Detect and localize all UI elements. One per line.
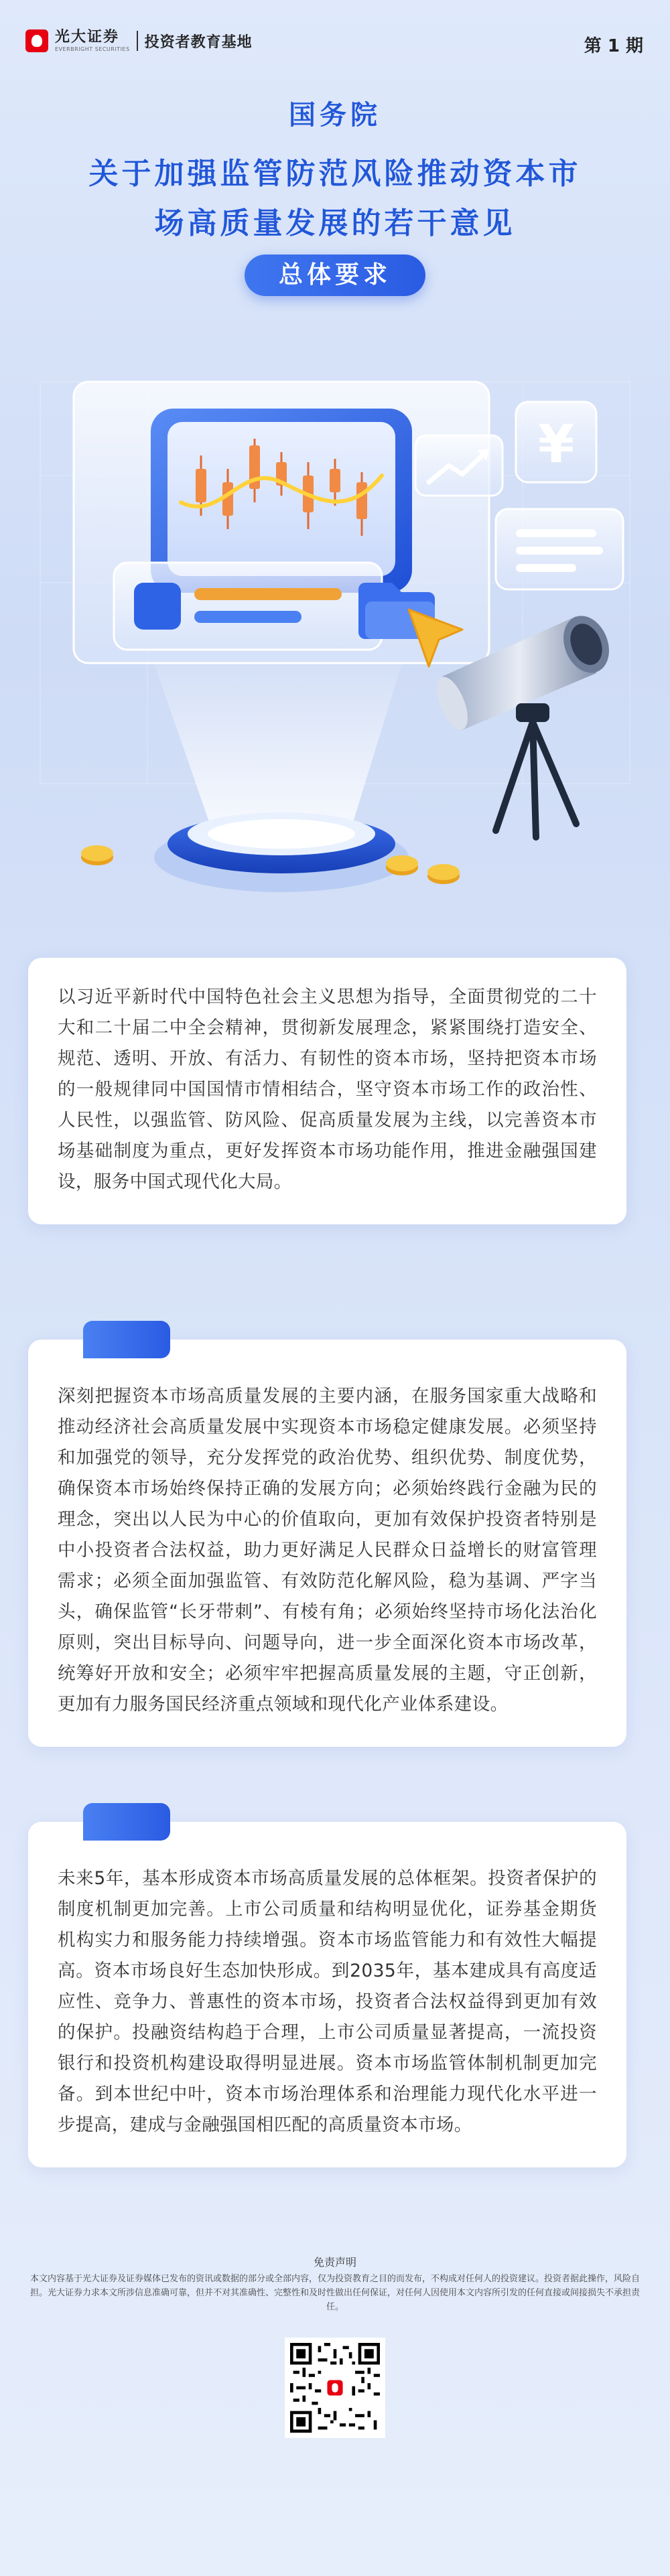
document-title-line2: 场高质量发展的若干意见 <box>154 206 516 240</box>
section-pill: 总体要求 <box>245 255 425 296</box>
document-title-line1: 关于加强监管防范风险推动资本市 <box>88 157 582 191</box>
document-title <box>0 149 670 248</box>
disclaimer-text: 本文内容基于光大证券及证券媒体已发布的资讯或数据的部分或全部内容，仅为投资教育之目的而发布，不构成对任何人的投资建议。投资者据此操作，风险自担。光大证券力求本文所涉信息准确可靠，但并不对其准确性、完整性和及时性做出任何保证，对任何人因使用本文内容所引发的任何直接或间接损失不承担责任。 <box>29 2274 640 2312</box>
glass-panel-chart <box>415 435 503 496</box>
yen-icon: ¥ <box>537 415 575 475</box>
qr-code[interactable] <box>285 2338 385 2438</box>
content-card-3 <box>28 1822 626 2167</box>
card-tab-decoration <box>83 1321 170 1358</box>
hero-illustration <box>0 301 670 904</box>
everbright-logo-icon <box>25 29 48 52</box>
brand-logo <box>25 29 253 52</box>
card-3-text: 未来5年，基本形成资本市场高质量发展的总体框架。投资者保护的制度机制更加完善。上市公司质量和结构明显优化，证券基金期货机构实力和服务能力持续增强。资本市场监管能力和有效性大幅提高。资本市场良好生态加快形成。到2035年，基本建成具有高度适应性、竞争力、普惠性的资本市场，投资者合法权益得到更加有效的保护。投融资结构趋于合理，上市公司质量显著提高，一流投资银行和投资机构建设取得明显进展。资本市场监管体制机制更加完备。到本世纪中叶，资本市场治理体系和治理能力现代化水平进一步提高，建成与金融强国相匹配的高质量资本市场。 <box>58 1868 597 2135</box>
issue-number: 第 1 期 <box>584 36 643 56</box>
projection-beam <box>154 663 402 837</box>
card-1-text: 以习近平新时代中国特色社会主义思想为指导，全面贯彻党的二十大和二十届二中全会精神，贯彻新发展理念，紧紧围绕打造安全、规范、透明、开放、有活力、有韧性的资本市场，坚持把资本市场的一般规律同中国国情市情相结合，坚守资本市场工作的政治性、人民性，以强监管、防风险、促高质量发展为主线，以完善资本市场基础制度为重点，更好发挥资本市场功能作用，推进金融强国建设，服务中国式现代化大局。 <box>58 987 597 1192</box>
disclaimer <box>0 2254 670 2314</box>
disclaimer-title: 免责声明 <box>313 2256 356 2269</box>
title-block <box>0 94 670 248</box>
projector-base-icon <box>154 812 409 892</box>
brand-subtitle: 投资者教育基地 <box>144 33 253 51</box>
card-tab-decoration <box>83 1803 170 1841</box>
content-card-1 <box>28 958 626 1224</box>
card-2-text: 深刻把握资本市场高质量发展的主要内涵，在服务国家重大战略和推动经济社会高质量发展中实现资本市场稳定健康发展。必须坚持和加强党的领导，充分发挥党的政治优势、组织优势、制度优势，确保资本市场始终保持正确的发展方向；必须始终践行金融为民的理念，突出以人民为中心的价值取向，更加有效保护投资者特别是中小投资者合法权益，助力更好满足人民群众日益增长的财富管理需求；必须全面加强监管、有效防范化解风险，稳为基调、严字当头，确保监管“长牙带刺”、有棱有角；必须始终坚持市场化法治化原则，突出目标导向、问题导向，进一步全面深化资本市场改革，统筹好开放和安全；必须牢牢把握高质量发展的主题，守正创新，更加有力服务国民经济重点领域和现代化产业体系建设。 <box>58 1386 597 1715</box>
content-card-2 <box>28 1340 626 1747</box>
brand-name: 光大证券 <box>55 28 120 46</box>
header <box>0 0 670 87</box>
brand-name-en: EVERBRIGHT SECURITIES <box>55 46 130 52</box>
issuer-title: 国务院 <box>289 100 381 131</box>
brand-divider <box>137 31 138 51</box>
